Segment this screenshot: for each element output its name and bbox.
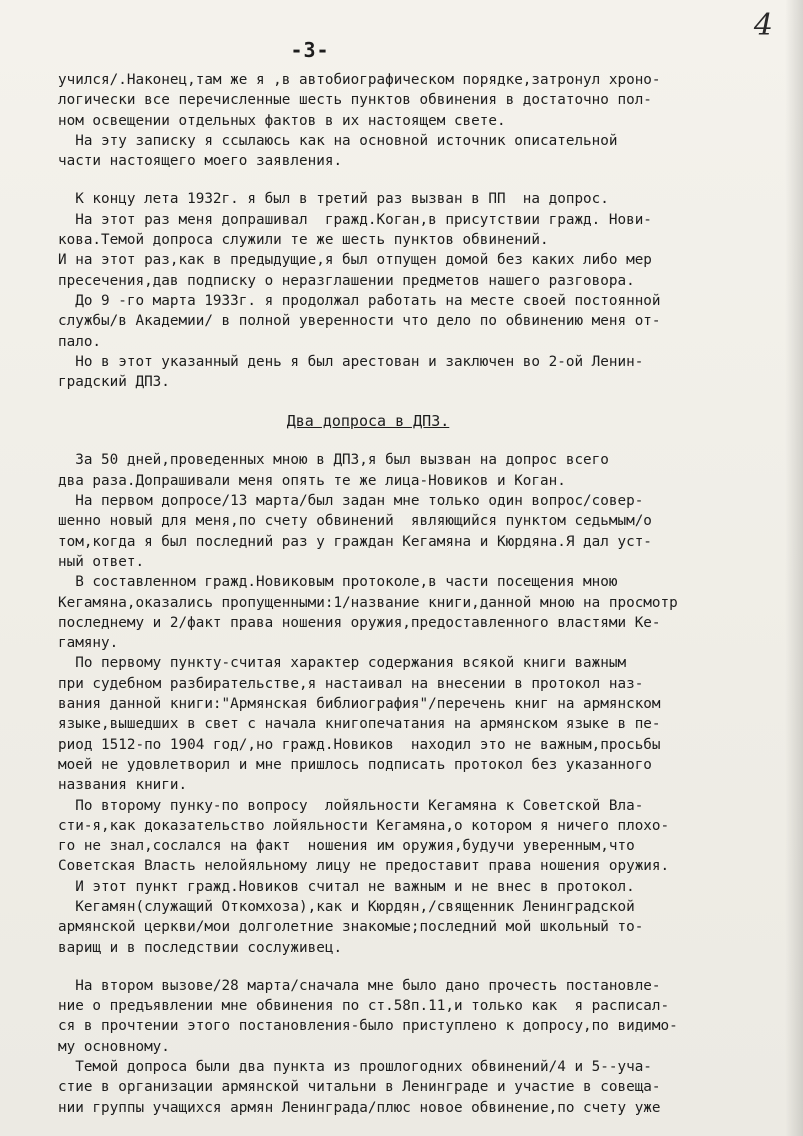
- text-line: учился/.Наконец,там же я ,в автобиографическом порядке,затронул хроно-: [58, 72, 661, 88]
- text-line: Но в этот указанный день я был арестован и заключен во 2-ой Ленин-: [58, 353, 644, 370]
- text-line: при судебном разбирательстве,я настаивал на внесении в протокол наз-: [58, 675, 644, 692]
- text-line: ся в прочтении этого постановления-было приступлено к допросу,по видимо-: [58, 1018, 678, 1035]
- document-text: [58, 70, 803, 1118]
- text-line: вания данной книги:"Армянская библиография"/перечень книг на армянском: [58, 696, 661, 713]
- text-line: На этот раз меня допрашивал гражд.Коган,в присутствии гражд. Нови-: [58, 211, 652, 228]
- text-line: последнему и 2/факт права ношения оружия,предоставленного властями Ке-: [58, 614, 661, 631]
- text-line: По первому пункту-считая характер содержания всякой книги важным: [58, 655, 627, 672]
- text-line: сти-я,как доказательство лойяльности Кегамяна,о котором я ничего плохо-: [58, 817, 670, 834]
- paragraph-gap: [58, 432, 803, 450]
- paragraph-block: [58, 189, 803, 392]
- text-line: го не знал,сослался на факт ношения им оружия,будучи уверенным,что: [58, 838, 635, 855]
- section-heading: Два допроса в ДПЗ.: [286, 412, 450, 431]
- paragraph-block: [58, 70, 803, 171]
- text-line: варищ и в последствии сослуживец.: [58, 939, 343, 956]
- text-line: градский ДПЗ.: [58, 374, 170, 391]
- text-line: ние о предъявлении мне обвинения по ст.58п.11,и только как я расписал-: [58, 998, 670, 1015]
- paragraph-block: [58, 976, 803, 1118]
- text-line: Темой допроса были два пункта из прошлогодних обвинений/4 и 5--уча-: [58, 1059, 652, 1076]
- text-line: кова.Темой допроса служили те же шесть пунктов обвинений.: [58, 232, 549, 249]
- text-line: моей не удовлетворил и мне пришлось подписать протокол без указанного: [58, 756, 652, 773]
- text-line: И на этот раз,как в предыдущие,я был отпущен домой без каких либо мер: [58, 252, 652, 269]
- text-line: му основному.: [58, 1038, 170, 1055]
- text-line: нии группы учащихся армян Ленинграда/плюс новое обвинение,по счету уже: [58, 1099, 661, 1116]
- text-line: армянской церкви/мои долголетние знакомые;последний мой школьный то-: [58, 919, 644, 936]
- text-line: Кегамян(служащий Откомхоза),как и Кюрдян,/священник Ленинградской: [58, 898, 635, 915]
- text-line: В составленном гражд.Новиковым протоколе,в части посещения мною: [58, 574, 618, 591]
- text-line: До 9 -го марта 1933г. я продолжал работать на месте своей постоянной: [58, 292, 661, 309]
- text-line: стие в организации армянской читальни в Ленинграде и участие в совеща-: [58, 1079, 661, 1096]
- text-line: По второму пунку-по вопросу лойяльности Кегамяна к Советской Вла-: [58, 797, 644, 814]
- page-number: -3-: [290, 38, 330, 62]
- text-line: Кегамяна,оказались пропущенными:1/название книги,данной мною на просмотр: [58, 594, 678, 611]
- text-line: К концу лета 1932г. я был в третий раз вызван в ПП на допрос.: [58, 191, 609, 208]
- text-line: шенно новый для меня,по счету обвинений являющийся пунктом седьмым/о: [58, 513, 652, 530]
- text-line: И этот пункт гражд.Новиков считал не важным и не внес в протокол.: [58, 878, 635, 895]
- text-line: ном освещении отдельных фактов в их настоящем свете.: [58, 112, 506, 129]
- paragraph-gap: [58, 171, 803, 189]
- paragraph-gap: [58, 958, 803, 976]
- text-line: риод 1512-по 1904 год/,но гражд.Новиков находил это не важным,просьбы: [58, 736, 661, 753]
- handwritten-folio-number: 4: [753, 8, 773, 43]
- text-line: том,когда я был последний раз у граждан Кегамяна и Кюрдяна.Я дал уст-: [58, 533, 652, 550]
- text-line: два раза.Допрашивали меня опять те же лица-Новиков и Коган.: [58, 472, 566, 489]
- text-line: языке,вышедших в свет с начала книгопечатания на армянском языке в пе-: [58, 716, 661, 733]
- text-line: пресечения,дав подписку о неразглашении предметов нашего разговора.: [58, 272, 635, 289]
- text-line: логически все перечисленные шесть пунктов обвинения в достаточно пол-: [58, 92, 652, 109]
- text-line: названия книги.: [58, 777, 188, 794]
- text-line: ный ответ.: [58, 553, 145, 570]
- text-line: На эту записку я ссылаюсь как на основной источник описательной: [58, 132, 618, 149]
- text-line: службы/в Академии/ в полной уверенности что дело по обвинению меня от-: [58, 313, 661, 330]
- text-line: За 50 дней,проведенных мною в ДПЗ,я был вызван на допрос всего: [58, 452, 609, 469]
- text-line: части настоящего моего заявления.: [58, 153, 343, 170]
- paragraph-gap: [58, 392, 803, 410]
- text-line: На первом допросе/13 марта/был задан мне только один вопрос/совер-: [58, 493, 644, 510]
- text-line: гамяну.: [58, 635, 119, 652]
- text-line: Советская Власть нелойяльному лицу не предоставит права ношения оружия.: [58, 858, 670, 875]
- text-line: пало.: [58, 333, 102, 350]
- text-line: На втором вызове/28 марта/сначала мне было дано прочесть постановле-: [58, 977, 661, 994]
- paragraph-block: [58, 450, 803, 957]
